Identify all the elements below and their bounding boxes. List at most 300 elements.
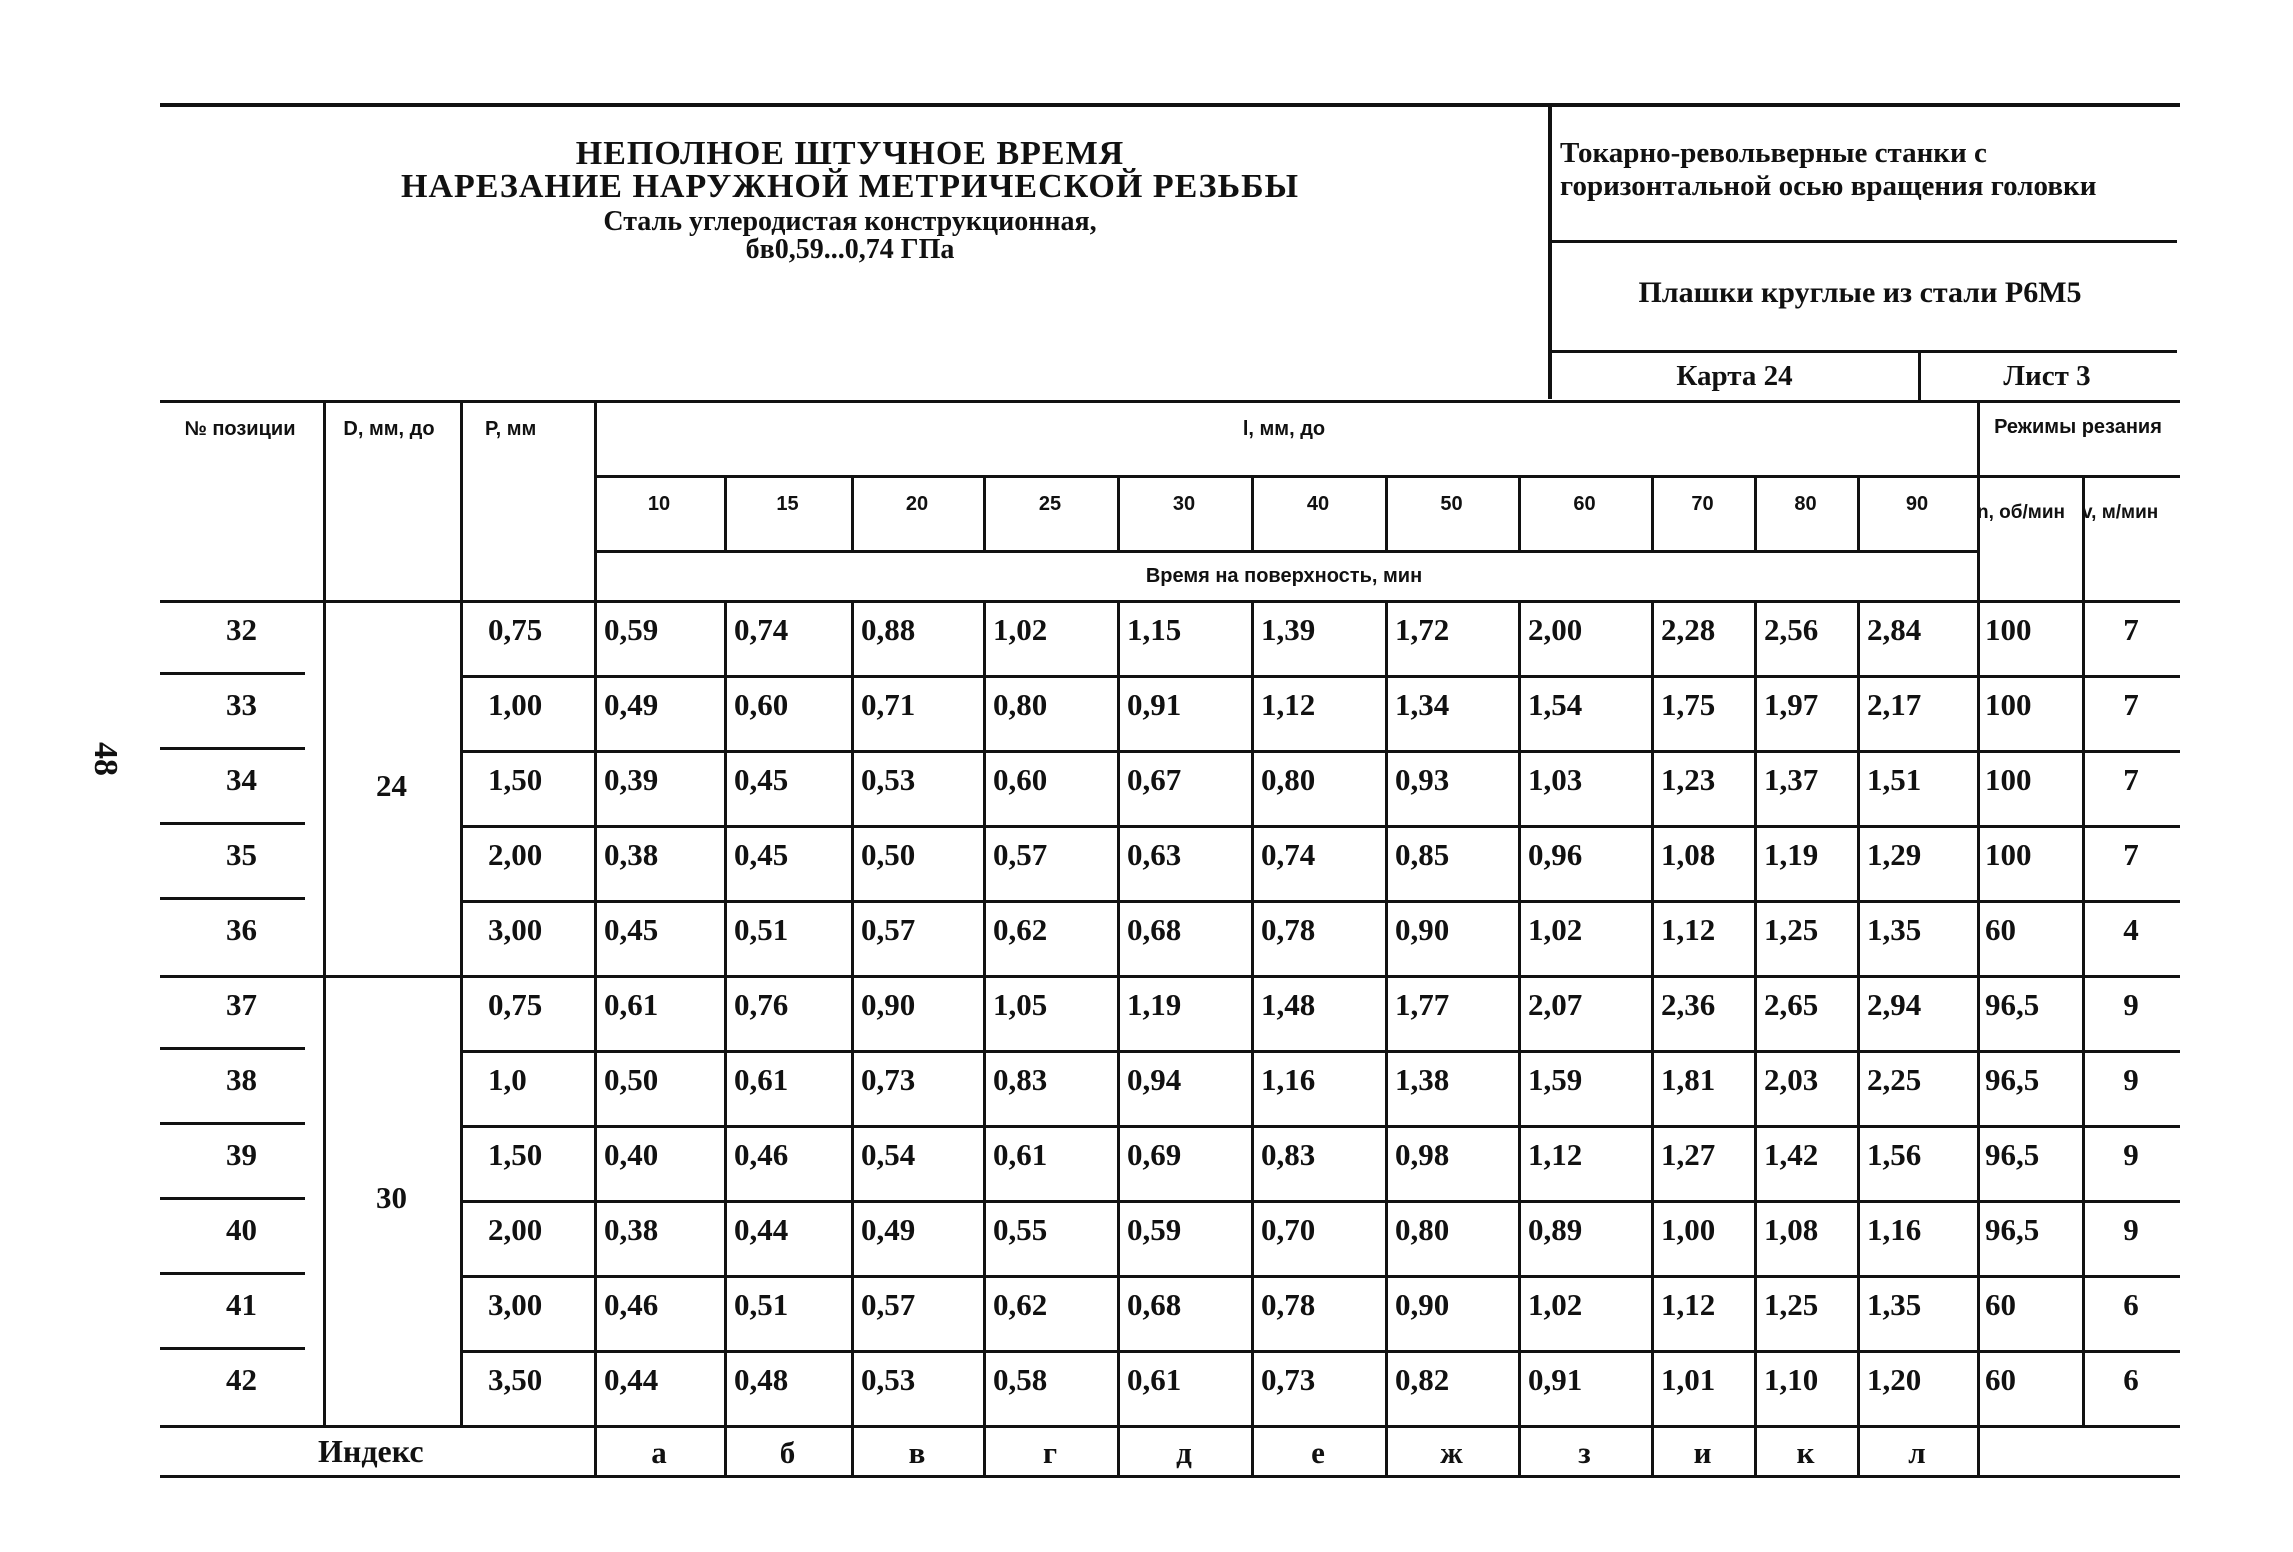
time-value: 1,51: [1867, 762, 1922, 797]
time-value: 1,02: [1528, 1287, 1583, 1322]
time-col-divider: [1754, 825, 1757, 900]
time-value: 1,12: [1528, 1137, 1583, 1172]
length-column-label: 15: [776, 493, 799, 515]
time-value: 1,54: [1528, 687, 1583, 722]
index-label: Индекс: [318, 1433, 424, 1469]
row-separator-line: [460, 900, 2180, 903]
pitch-value: 1,50: [488, 1137, 543, 1172]
header-position: № позиции: [184, 418, 296, 440]
time-col-divider: [983, 975, 986, 1050]
length-column-label: 25: [1038, 493, 1062, 515]
time-value: 0,57: [993, 837, 1048, 872]
cutting-speed-value: 9: [2123, 1137, 2139, 1172]
time-col-divider: [983, 675, 986, 750]
cutting-speed-value: 9: [2123, 987, 2139, 1022]
row-separator-line: [460, 1200, 2180, 1203]
length-column-label: 20: [905, 493, 929, 515]
cutting-speed-value: 4: [2123, 912, 2139, 947]
time-value: 0,57: [861, 1287, 916, 1322]
row-separator-short: [160, 1122, 305, 1125]
time-col-divider: [1651, 600, 1654, 675]
time-value: 0,94: [1127, 1062, 1182, 1097]
time-col-divider: [1251, 1350, 1254, 1425]
time-value: 2,36: [1661, 987, 1716, 1022]
row-separator-short: [160, 1197, 305, 1200]
length-column-label: 60: [1573, 493, 1596, 515]
title-line-2: НАРЕЗАНИЕ НАРУЖНОЙ МЕТРИЧЕСКОЙ РЕЗЬБЫ: [401, 168, 1299, 205]
time-col-divider: [724, 1275, 727, 1350]
pitch-value: 3,00: [488, 1287, 543, 1322]
machine-line-1: Токарно-револьверные станки с: [1560, 137, 1987, 169]
time-col-divider: [1385, 1200, 1388, 1275]
index-col-divider: [1651, 1425, 1654, 1475]
position-number: 35: [226, 837, 257, 872]
time-col-divider: [1518, 1275, 1521, 1350]
header-length: l, мм, до: [1242, 418, 1326, 440]
time-col-divider: [1251, 825, 1254, 900]
position-number: 38: [226, 1062, 257, 1097]
length-column-label: 10: [647, 493, 671, 515]
time-col-divider: [1754, 600, 1757, 675]
index-letter: ж: [1440, 1435, 1463, 1470]
time-col-divider: [1385, 1050, 1388, 1125]
index-col-divider: [1251, 1425, 1254, 1475]
header-pitch: Р, мм: [485, 418, 537, 440]
time-col-divider: [724, 1125, 727, 1200]
cutting-speed-value: 7: [2123, 762, 2139, 797]
time-value: 0,76: [734, 987, 789, 1022]
time-value: 0,78: [1261, 912, 1316, 947]
time-value: 1,02: [993, 612, 1048, 647]
time-value: 0,71: [861, 687, 916, 722]
index-col-divider: [724, 1425, 727, 1475]
cutting-speed-value: 9: [2123, 1062, 2139, 1097]
cutting-speed-value: 9: [2123, 1212, 2139, 1247]
time-col-divider: [983, 1125, 986, 1200]
time-value: 0,59: [604, 612, 659, 647]
index-letter: г: [1042, 1435, 1058, 1470]
time-value: 0,82: [1395, 1362, 1450, 1397]
time-col-divider: [983, 1050, 986, 1125]
index-letter: и: [1693, 1435, 1712, 1470]
time-col-divider: [1651, 975, 1654, 1050]
time-col-divider: [1251, 975, 1254, 1050]
time-col-divider: [983, 1350, 986, 1425]
time-col-divider: [724, 1200, 727, 1275]
bottom-border: [160, 1475, 2180, 1478]
time-value: 1,81: [1661, 1062, 1716, 1097]
time-col-divider: [851, 1275, 854, 1350]
title-line-1: НЕПОЛНОЕ ШТУЧНОЕ ВРЕМЯ: [575, 135, 1125, 172]
spindle-speed-value: 60: [1985, 1362, 2016, 1397]
time-col-divider: [1651, 1200, 1654, 1275]
spindle-speed-value: 60: [1985, 1287, 2016, 1322]
time-col-divider: [851, 900, 854, 975]
time-value: 1,08: [1661, 837, 1716, 872]
time-col-divider: [1251, 900, 1254, 975]
time-value: 0,74: [734, 612, 789, 647]
pitch-value: 1,50: [488, 762, 543, 797]
time-value: 0,98: [1395, 1137, 1450, 1172]
time-value: 2,17: [1867, 687, 1922, 722]
time-value: 1,59: [1528, 1062, 1583, 1097]
time-value: 1,77: [1395, 987, 1450, 1022]
time-value: 1,16: [1867, 1212, 1922, 1247]
spindle-speed-value: 96,5: [1985, 1212, 2040, 1247]
time-col-divider: [1251, 1275, 1254, 1350]
time-col-divider: [1117, 1350, 1120, 1425]
time-value: 0,68: [1127, 912, 1182, 947]
time-col-divider: [1385, 825, 1388, 900]
time-value: 0,90: [1395, 1287, 1450, 1322]
length-column-label: 70: [1691, 493, 1714, 515]
time-value: 0,39: [604, 762, 659, 797]
time-value: 0,57: [861, 912, 916, 947]
row-separator-short: [160, 1272, 305, 1275]
time-col-divider: [1518, 1200, 1521, 1275]
time-col-divider: [1117, 750, 1120, 825]
header-line-values: [594, 550, 1977, 553]
length-column-label: 80: [1794, 493, 1817, 515]
time-col-divider: [1117, 900, 1120, 975]
time-col-divider: [1754, 975, 1757, 1050]
spindle-speed-value: 100: [1985, 687, 2032, 722]
time-value: 0,74: [1261, 837, 1316, 872]
time-col-divider: [724, 975, 727, 1050]
time-col-divider: [1651, 1275, 1654, 1350]
time-value: 1,42: [1764, 1137, 1819, 1172]
time-col-divider: [1651, 900, 1654, 975]
cutting-speed-value: 6: [2123, 1287, 2139, 1322]
card-sheet-divider: [1918, 350, 1921, 400]
row-separator-short: [160, 822, 305, 825]
time-col-divider: [1754, 1200, 1757, 1275]
cutting-speed-value: 7: [2123, 687, 2139, 722]
time-col-divider: [1754, 1125, 1757, 1200]
time-value: 1,37: [1764, 762, 1819, 797]
time-col-divider: [724, 675, 727, 750]
row-separator-line: [460, 1125, 2180, 1128]
spindle-speed-value: 96,5: [1985, 987, 2040, 1022]
time-value: 0,61: [1127, 1362, 1182, 1397]
time-value: 1,35: [1867, 1287, 1922, 1322]
time-value: 1,00: [1661, 1212, 1716, 1247]
time-col-divider: [983, 1200, 986, 1275]
time-col-divider: [1518, 825, 1521, 900]
time-col-divider: [1117, 1050, 1120, 1125]
pitch-value: 2,00: [488, 837, 543, 872]
time-value: 0,50: [861, 837, 916, 872]
index-letter: б: [779, 1435, 796, 1470]
position-number: 32: [226, 612, 257, 647]
divider-pitch: [460, 400, 463, 1425]
time-col-divider: [1117, 825, 1120, 900]
time-value: 2,56: [1764, 612, 1819, 647]
time-value: 0,91: [1127, 687, 1182, 722]
time-value: 1,34: [1395, 687, 1450, 722]
page-number: 48: [87, 742, 124, 776]
time-col-divider: [724, 900, 727, 975]
header-time: Время на поверхность, мин: [1145, 565, 1423, 587]
position-number: 36: [226, 912, 257, 947]
time-value: 1,01: [1661, 1362, 1716, 1397]
time-value: 1,02: [1528, 912, 1583, 947]
time-value: 1,12: [1661, 912, 1716, 947]
time-value: 2,94: [1867, 987, 1922, 1022]
position-number: 40: [226, 1212, 257, 1247]
time-value: 0,59: [1127, 1212, 1182, 1247]
pitch-value: 2,00: [488, 1212, 543, 1247]
time-value: 1,23: [1661, 762, 1716, 797]
time-col-divider: [1385, 1275, 1388, 1350]
time-value: 0,53: [861, 762, 916, 797]
index-letter: д: [1176, 1435, 1192, 1470]
time-value: 0,83: [993, 1062, 1048, 1097]
sheet-number: Лист 3: [2003, 360, 2091, 392]
card-number: Карта 24: [1676, 360, 1793, 392]
time-col-divider: [983, 1275, 986, 1350]
time-col-divider: [1754, 675, 1757, 750]
header-line-length: [594, 475, 1977, 478]
time-value: 0,54: [861, 1137, 916, 1172]
row-separator-short: [160, 897, 305, 900]
time-col-divider: [851, 675, 854, 750]
time-value: 0,89: [1528, 1212, 1583, 1247]
time-value: 0,78: [1261, 1287, 1316, 1322]
title-line-4: бв0,59...0,74 ГПа: [745, 234, 955, 265]
time-value: 0,49: [604, 687, 659, 722]
length-column-label: 90: [1905, 493, 1929, 515]
time-value: 1,19: [1764, 837, 1819, 872]
row-separator-short: [160, 672, 305, 675]
time-value: 1,05: [993, 987, 1048, 1022]
time-col-divider: [851, 1350, 854, 1425]
row-separator-line: [460, 675, 2180, 678]
time-value: 1,38: [1395, 1062, 1450, 1097]
index-col-divider: [851, 1425, 854, 1475]
time-col-divider: [851, 825, 854, 900]
spindle-speed-value: 100: [1985, 837, 2032, 872]
header-modes: Режимы резания: [1994, 416, 2162, 438]
time-col-divider: [1385, 975, 1388, 1050]
index-col-divider: [1857, 1425, 1860, 1475]
time-col-divider: [1857, 750, 1860, 825]
index-col-divider: [1385, 1425, 1388, 1475]
time-col-divider: [724, 1050, 727, 1125]
time-value: 0,90: [861, 987, 916, 1022]
time-value: 0,61: [993, 1137, 1048, 1172]
time-col-divider: [1754, 1350, 1757, 1425]
time-col-divider: [851, 1200, 854, 1275]
row-separator-line: [460, 1050, 2180, 1053]
time-value: 0,62: [993, 912, 1048, 947]
time-col-divider: [983, 900, 986, 975]
time-col-divider: [1651, 1350, 1654, 1425]
time-value: 0,45: [734, 762, 789, 797]
time-value: 2,65: [1764, 987, 1819, 1022]
time-value: 0,49: [861, 1212, 916, 1247]
spindle-speed-value: 96,5: [1985, 1062, 2040, 1097]
pitch-value: 3,00: [488, 912, 543, 947]
time-value: 1,27: [1661, 1137, 1716, 1172]
time-value: 0,70: [1261, 1212, 1316, 1247]
time-col-divider: [1857, 975, 1860, 1050]
time-col-divider: [1857, 900, 1860, 975]
pitch-value: 1,00: [488, 687, 543, 722]
time-col-divider: [851, 750, 854, 825]
time-col-divider: [1518, 1050, 1521, 1125]
position-number: 42: [226, 1362, 257, 1397]
time-value: 0,53: [861, 1362, 916, 1397]
time-col-divider: [724, 750, 727, 825]
time-value: 0,46: [604, 1287, 659, 1322]
index-letter: к: [1796, 1435, 1815, 1470]
time-value: 1,97: [1764, 687, 1819, 722]
pitch-value: 3,50: [488, 1362, 543, 1397]
time-col-divider: [1518, 900, 1521, 975]
time-value: 0,88: [861, 612, 916, 647]
time-col-divider: [1251, 600, 1254, 675]
time-value: 0,73: [1261, 1362, 1316, 1397]
tool-name: Плашки круглые из стали Р6М5: [1638, 276, 2082, 309]
row-separator-line: [460, 825, 2180, 828]
time-value: 0,60: [734, 687, 789, 722]
spindle-speed-value: 100: [1985, 762, 2032, 797]
time-col-divider: [1518, 675, 1521, 750]
time-col-divider: [851, 975, 854, 1050]
title-line-3: Сталь углеродистая конструкционная,: [603, 206, 1097, 237]
time-value: 0,61: [734, 1062, 789, 1097]
time-col-divider: [1857, 1350, 1860, 1425]
divider-length-start: [594, 400, 597, 1475]
time-col-divider: [724, 1350, 727, 1425]
index-letter: з: [1578, 1435, 1591, 1470]
time-col-divider: [1651, 750, 1654, 825]
time-col-divider: [1857, 1125, 1860, 1200]
header-line-modes: [1977, 475, 2180, 478]
time-value: 0,40: [604, 1137, 659, 1172]
time-col-divider: [1251, 750, 1254, 825]
time-value: 0,93: [1395, 762, 1450, 797]
time-col-divider: [1385, 900, 1388, 975]
time-col-divider: [1385, 675, 1388, 750]
time-value: 2,25: [1867, 1062, 1922, 1097]
time-value: 1,15: [1127, 612, 1182, 647]
position-number: 37: [226, 987, 257, 1022]
position-number: 34: [226, 762, 257, 797]
time-col-divider: [851, 1050, 854, 1125]
time-value: 2,03: [1764, 1062, 1819, 1097]
index-col-divider: [1754, 1425, 1757, 1475]
time-col-divider: [1651, 825, 1654, 900]
time-col-divider: [1251, 1050, 1254, 1125]
time-col-divider: [1754, 1050, 1757, 1125]
time-value: 0,38: [604, 1212, 659, 1247]
time-col-divider: [851, 600, 854, 675]
header-v: v, м/мин: [2082, 502, 2159, 523]
index-col-divider: [1518, 1425, 1521, 1475]
time-value: 0,46: [734, 1137, 789, 1172]
time-value: 0,67: [1127, 762, 1182, 797]
time-value: 2,28: [1661, 612, 1716, 647]
pitch-value: 0,75: [488, 987, 543, 1022]
spindle-speed-value: 96,5: [1985, 1137, 2040, 1172]
time-value: 1,20: [1867, 1362, 1922, 1397]
time-col-divider: [1251, 1125, 1254, 1200]
time-col-divider: [1117, 1275, 1120, 1350]
time-value: 2,00: [1528, 612, 1583, 647]
time-value: 1,03: [1528, 762, 1583, 797]
time-value: 0,80: [1261, 762, 1316, 797]
index-letter: е: [1311, 1435, 1325, 1470]
time-value: 0,55: [993, 1212, 1048, 1247]
time-value: 0,58: [993, 1362, 1048, 1397]
time-value: 0,63: [1127, 837, 1182, 872]
time-col-divider: [1385, 600, 1388, 675]
row-separator-line: [460, 1350, 2180, 1353]
time-value: 1,19: [1127, 987, 1182, 1022]
time-col-divider: [1385, 1125, 1388, 1200]
time-value: 1,29: [1867, 837, 1922, 872]
divider-diameter: [323, 400, 326, 1425]
index-letter: в: [908, 1435, 926, 1470]
time-value: 0,73: [861, 1062, 916, 1097]
time-col-divider: [1857, 1275, 1860, 1350]
time-col-divider: [1251, 1200, 1254, 1275]
row-separator-short: [160, 1347, 305, 1350]
time-col-divider: [1651, 675, 1654, 750]
time-value: 2,84: [1867, 612, 1922, 647]
divider-modes: [1977, 400, 1980, 1475]
pitch-value: 1,0: [488, 1062, 527, 1097]
time-col-divider: [1117, 600, 1120, 675]
position-number: 41: [226, 1287, 257, 1322]
machine-line-2: горизонтальной осью вращения головки: [1560, 170, 2097, 202]
time-col-divider: [1385, 750, 1388, 825]
table-top-line: [160, 400, 2180, 403]
group-separator-line: [160, 975, 2180, 978]
time-value: 1,72: [1395, 612, 1450, 647]
time-col-divider: [724, 825, 727, 900]
index-col-divider: [983, 1425, 986, 1475]
time-col-divider: [1857, 825, 1860, 900]
header-n: n, об/мин: [1977, 502, 2065, 523]
time-col-divider: [1857, 1050, 1860, 1125]
time-col-divider: [1651, 1125, 1654, 1200]
time-value: 1,25: [1764, 1287, 1819, 1322]
diameter-value: 24: [376, 767, 407, 803]
time-col-divider: [983, 825, 986, 900]
time-value: 0,62: [993, 1287, 1048, 1322]
time-value: 0,69: [1127, 1137, 1182, 1172]
time-value: 0,91: [1528, 1362, 1583, 1397]
time-value: 0,85: [1395, 837, 1450, 872]
right-block-line-1: [1552, 240, 2177, 243]
position-number: 33: [226, 687, 257, 722]
time-col-divider: [1117, 1125, 1120, 1200]
time-col-divider: [1117, 1200, 1120, 1275]
spindle-speed-value: 60: [1985, 912, 2016, 947]
time-value: 1,10: [1764, 1362, 1819, 1397]
position-number: 39: [226, 1137, 257, 1172]
time-value: 0,90: [1395, 912, 1450, 947]
length-column-label: 30: [1172, 493, 1196, 515]
time-value: 0,68: [1127, 1287, 1182, 1322]
time-col-divider: [1117, 675, 1120, 750]
time-value: 0,96: [1528, 837, 1583, 872]
time-value: 0,48: [734, 1362, 789, 1397]
time-value: 0,44: [734, 1212, 789, 1247]
